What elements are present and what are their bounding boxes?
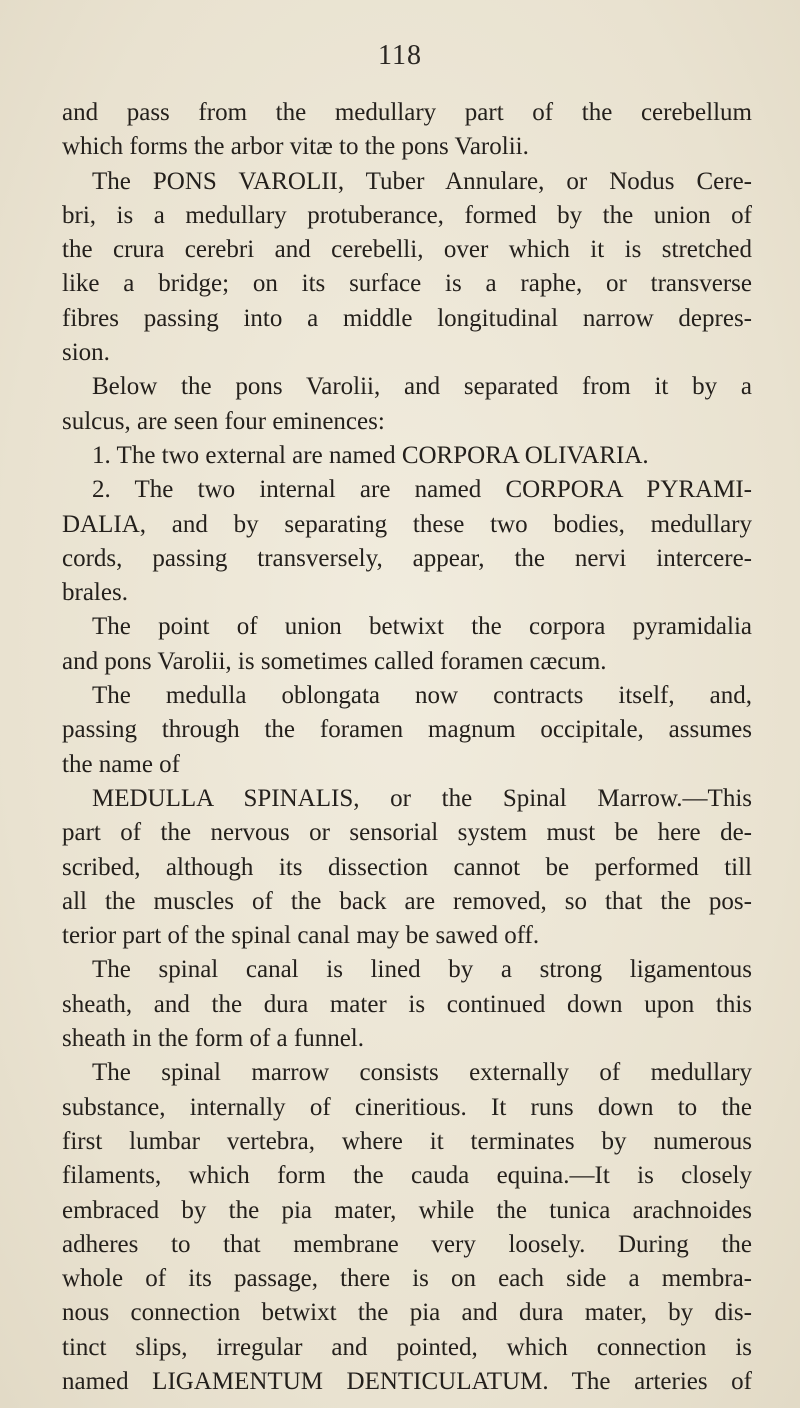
text-line: brales. xyxy=(62,579,128,607)
text-line: The point of union betwixt the corpora pyramidalia xyxy=(92,613,752,641)
text-line: the name of xyxy=(62,750,181,778)
text-line: 1. The two external are named CORPORA OLIVARIA. xyxy=(92,441,649,469)
text-line: and pons Varolii, is sometimes called foramen cæcum. xyxy=(62,647,607,675)
text-line: 2. The two internal are named CORPORA PYRAMI- xyxy=(92,476,752,504)
text-line: DALIA, and by separating these two bodies, medullary xyxy=(62,510,752,538)
text-line: The spinal canal is lined by a strong ligamentous xyxy=(92,956,752,984)
text-line: sheath in the form of a funnel. xyxy=(62,1025,364,1053)
text-line: The spinal marrow consists externally of medullary xyxy=(92,1059,752,1087)
text-line: Below the pons Varolii, and separated from it by a xyxy=(92,373,752,401)
text-line: terior part of the spinal canal may be sawed off. xyxy=(62,922,540,950)
text-line: scribed, although its dissection cannot be performed till xyxy=(62,853,752,881)
page-number: 118 xyxy=(378,40,422,71)
text-line: tinct slips, irregular and pointed, which connection is xyxy=(62,1333,752,1361)
text-line: first lumbar vertebra, where it terminates by numerous xyxy=(62,1127,752,1155)
text-line: whole of its passage, there is on each side a membra- xyxy=(62,1265,752,1293)
text-line: embraced by the pia mater, while the tunica arachnoides xyxy=(62,1196,752,1224)
text-line: cords, passing transversely, appear, the nervi intercere- xyxy=(62,544,752,572)
text-line: part of the nervous or sensorial system must be here de- xyxy=(62,819,752,847)
text-line: sulcus, are seen four eminences: xyxy=(62,407,385,435)
text-line: bri, is a medullary protuberance, formed by the union of xyxy=(62,201,752,229)
text-line: passing through the foramen magnum occipitale, assumes xyxy=(62,716,752,744)
text-line: substance, internally of cineritious. It runs down to the xyxy=(62,1093,752,1121)
text-line: adheres to that membrane very loosely. During the xyxy=(62,1230,752,1258)
text-line: sheath, and the dura mater is continued down upon this xyxy=(62,990,752,1018)
text-line: The medulla oblongata now contracts itself, and, xyxy=(92,682,752,710)
text-line: sion. xyxy=(62,339,110,367)
text-line: the crura cerebri and cerebelli, over which it is stretched xyxy=(62,236,752,264)
text-line: filaments, which form the cauda equina.—It is closely xyxy=(62,1162,752,1190)
text-line: MEDULLA SPINALIS, or the Spinal Marrow.—This xyxy=(92,784,752,812)
text-line: The PONS VAROLII, Tuber Annulare, or Nodus Cere- xyxy=(92,167,752,195)
text-line: fibres passing into a middle longitudinal narrow depres- xyxy=(62,304,752,332)
text-line: named LIGAMENTUM DENTICULATUM. The arteries of xyxy=(62,1367,752,1395)
text-line: nous connection betwixt the pia and dura mater, by dis- xyxy=(62,1299,752,1327)
text-line: which forms the arbor vitæ to the pons Varolii. xyxy=(62,133,529,161)
text-line: like a bridge; on its surface is a raphe, or transverse xyxy=(62,270,752,298)
text-line: and pass from the medullary part of the cerebellum xyxy=(62,99,752,126)
body-text xyxy=(62,96,752,1399)
text-line: all the muscles of the back are removed, so that the pos- xyxy=(62,887,752,915)
